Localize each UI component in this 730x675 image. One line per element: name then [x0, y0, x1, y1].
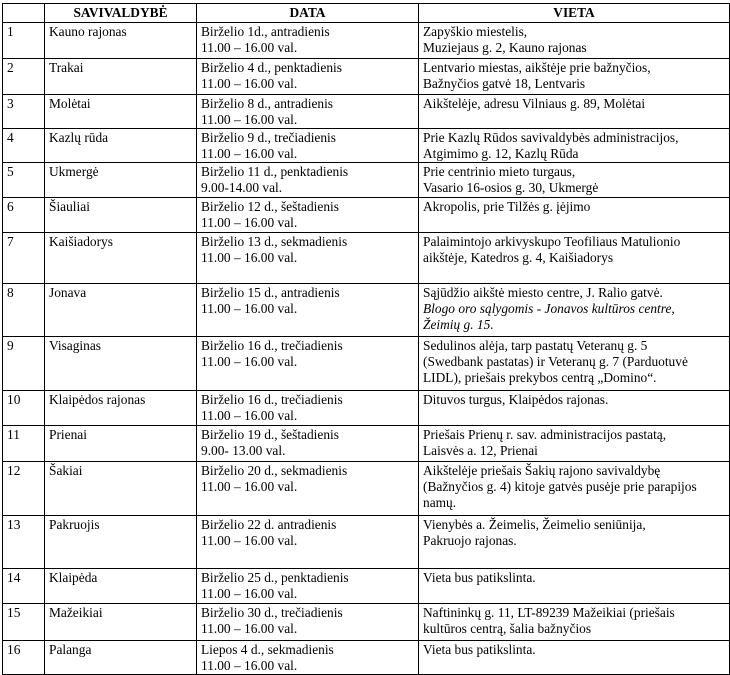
- date-cell: [197, 59, 419, 95]
- place-line: namų.: [423, 495, 457, 510]
- date-line: Birželio 25 d., penktadienis: [201, 570, 349, 585]
- date-line: Birželio 30 d., trečiadienis: [201, 605, 343, 620]
- header-nr: [3, 4, 45, 23]
- row-number: 12: [3, 462, 45, 516]
- row-number: 5: [3, 163, 45, 198]
- date-cell: [197, 641, 419, 675]
- table-row: [3, 198, 730, 233]
- place-cell: [419, 337, 730, 391]
- place-line: Sedulinos alėja, tarp pastatų Veteranų g. 5: [423, 338, 648, 353]
- place-cell: [419, 23, 730, 59]
- row-number: 4: [3, 129, 45, 163]
- date-cell: [197, 516, 419, 569]
- row-number: 11: [3, 426, 45, 462]
- place-line: Muziejaus g. 2, Kauno rajonas: [423, 40, 587, 55]
- date-line: Birželio 13 d., sekmadienis: [201, 234, 348, 249]
- place-line: (Bažnyčios g. 4) kitoje gatvės pusėje prie parapijos: [423, 479, 697, 494]
- place-cell: [419, 198, 730, 233]
- row-number: 6: [3, 198, 45, 233]
- time-line: 11.00 – 16.00 val.: [201, 250, 298, 265]
- row-number: 8: [3, 284, 45, 337]
- date-cell: [197, 604, 419, 641]
- date-line: Liepos 4 d., sekmadienis: [201, 642, 334, 657]
- municipality-cell: Palanga: [45, 641, 197, 675]
- municipality-cell: Mažeikiai: [45, 604, 197, 641]
- row-number: 13: [3, 516, 45, 569]
- municipality-cell: Šakiai: [45, 462, 197, 516]
- row-number: 14: [3, 569, 45, 604]
- time-line: 11.00 – 16.00 val.: [201, 621, 298, 636]
- date-cell: [197, 163, 419, 198]
- place-line: aikštėje, Katedros g. 4, Kaišiadorys: [423, 250, 614, 265]
- date-cell: [197, 233, 419, 284]
- time-line: 11.00 – 16.00 val.: [201, 479, 298, 494]
- date-line: Birželio 20 d., sekmadienis: [201, 463, 348, 478]
- place-line: Laisvės a. 12, Prienai: [423, 443, 538, 458]
- date-cell: [197, 337, 419, 391]
- place-line: Bažnyčios gatvė 18, Lentvaris: [423, 76, 586, 91]
- date-line: Birželio 16 d., trečiadienis: [201, 338, 343, 353]
- place-line: Lentvario miestas, aikštėje prie bažnyčios,: [423, 60, 651, 75]
- row-number: 9: [3, 337, 45, 391]
- place-line: Vieta bus patikslinta.: [423, 570, 536, 585]
- date-cell: [197, 284, 419, 337]
- row-number: 1: [3, 23, 45, 59]
- place-cell: [419, 284, 730, 337]
- place-cell: [419, 391, 730, 426]
- time-line: 9.00-14.00 val.: [201, 180, 283, 195]
- place-line: Aikštelėje priešais Šakių rajono savivaldybę: [423, 463, 661, 478]
- municipality-cell: Šiauliai: [45, 198, 197, 233]
- table-row: [3, 233, 730, 284]
- place-line: Aikštelėje, adresu Vilniaus g. 89, Molėtai: [423, 96, 646, 111]
- municipality-cell: Molėtai: [45, 95, 197, 129]
- table-row: [3, 337, 730, 391]
- header-date: DATA: [197, 4, 419, 23]
- place-line: Atgimimo g. 12, Kazlų Rūda: [423, 146, 579, 161]
- place-line: Zapyškio miestelis,: [423, 24, 528, 39]
- place-line-note: Blogo oro sąlygomis - Jonavos kultūros centre,: [423, 301, 675, 316]
- date-line: Birželio 16 d., trečiadienis: [201, 392, 343, 407]
- date-cell: [197, 462, 419, 516]
- place-line: Priešais Prienų r. sav. administracijos pastatą,: [423, 427, 667, 442]
- place-line: Pakruojo rajonas.: [423, 533, 517, 548]
- schedule-table: [2, 3, 730, 675]
- date-cell: [197, 569, 419, 604]
- table-row: [3, 391, 730, 426]
- date-cell: [197, 391, 419, 426]
- date-cell: [197, 23, 419, 59]
- place-line: Vieta bus patikslinta.: [423, 642, 536, 657]
- place-line: LIDL), priešais prekybos centrą „Domino“.: [423, 370, 657, 385]
- place-line-note: Žeimių g. 15.: [423, 317, 494, 332]
- header-row: [3, 4, 730, 23]
- table-row: [3, 284, 730, 337]
- place-cell: [419, 59, 730, 95]
- municipality-cell: Trakai: [45, 59, 197, 95]
- place-cell: [419, 129, 730, 163]
- place-cell: [419, 462, 730, 516]
- place-line: Vienybės a. Žeimelis, Žeimelio seniūnija,: [423, 517, 646, 532]
- municipality-cell: Ukmergė: [45, 163, 197, 198]
- date-line: Birželio 12 d., šeštadienis: [201, 199, 339, 214]
- place-cell: [419, 233, 730, 284]
- row-number: 16: [3, 641, 45, 675]
- place-cell: [419, 95, 730, 129]
- municipality-cell: Pakruojis: [45, 516, 197, 569]
- row-number: 15: [3, 604, 45, 641]
- time-line: 11.00 – 16.00 val.: [201, 146, 298, 161]
- place-line: Prie centrinio mieto turgaus,: [423, 164, 576, 179]
- place-line: Palaimintojo arkivyskupo Teofiliaus Matulionio: [423, 234, 681, 249]
- municipality-cell: Kazlų rūda: [45, 129, 197, 163]
- time-line: 11.00 – 16.00 val.: [201, 112, 298, 127]
- time-line: 11.00 – 16.00 val.: [201, 533, 298, 548]
- place-line: Sąjūdžio aikštė miesto centre, J. Ralio gatvė.: [423, 285, 663, 300]
- header-place: VIETA: [419, 4, 730, 23]
- table-row: [3, 426, 730, 462]
- date-cell: [197, 95, 419, 129]
- date-line: Birželio 11 d., penktadienis: [201, 164, 349, 179]
- table-row: [3, 95, 730, 129]
- place-line: Dituvos turgus, Klaipėdos rajonas.: [423, 392, 609, 407]
- place-cell: [419, 604, 730, 641]
- municipality-cell: Kauno rajonas: [45, 23, 197, 59]
- date-line: Birželio 4 d., penktadienis: [201, 60, 342, 75]
- place-line: Prie Kazlų Rūdos savivaldybės administracijos,: [423, 130, 679, 145]
- place-line: Naftininkų g. 11, LT-89239 Mažeikiai (priešais: [423, 605, 675, 620]
- date-cell: [197, 198, 419, 233]
- date-cell: [197, 426, 419, 462]
- municipality-cell: Jonava: [45, 284, 197, 337]
- time-line: 11.00 – 16.00 val.: [201, 215, 298, 230]
- place-cell: [419, 641, 730, 675]
- place-line: Vasario 16-osios g. 30, Ukmergė: [423, 180, 599, 195]
- municipality-cell: Klaipėda: [45, 569, 197, 604]
- place-line: kultūros centrą, šalia bažnyčios: [423, 621, 592, 636]
- municipality-cell: Prienai: [45, 426, 197, 462]
- time-line: 11.00 – 16.00 val.: [201, 301, 298, 316]
- date-line: Birželio 8 d., antradienis: [201, 96, 334, 111]
- place-cell: [419, 569, 730, 604]
- time-line: 11.00 – 16.00 val.: [201, 76, 298, 91]
- row-number: 7: [3, 233, 45, 284]
- municipality-cell: Visaginas: [45, 337, 197, 391]
- row-number: 2: [3, 59, 45, 95]
- table-row: [3, 462, 730, 516]
- date-line: Birželio 15 d., antradienis: [201, 285, 340, 300]
- time-line: 11.00 – 16.00 val.: [201, 408, 298, 423]
- table-row: [3, 569, 730, 604]
- date-cell: [197, 129, 419, 163]
- municipality-cell: Kaišiadorys: [45, 233, 197, 284]
- place-cell: [419, 163, 730, 198]
- table-row: [3, 641, 730, 675]
- municipality-cell: Klaipėdos rajonas: [45, 391, 197, 426]
- table-row: [3, 516, 730, 569]
- time-line: 11.00 – 16.00 val.: [201, 658, 298, 673]
- date-line: Birželio 1d., antradienis: [201, 24, 330, 39]
- header-municipality: SAVIVALDYBĖ: [45, 4, 197, 23]
- place-line: Akropolis, prie Tilžės g. įėjimo: [423, 199, 591, 214]
- date-line: Birželio 19 d., šeštadienis: [201, 427, 339, 442]
- place-cell: [419, 516, 730, 569]
- time-line: 11.00 – 16.00 val.: [201, 354, 298, 369]
- date-line: Birželio 22 d. antradienis: [201, 517, 337, 532]
- date-line: Birželio 9 d., trečiadienis: [201, 130, 336, 145]
- time-line: 11.00 – 16.00 val.: [201, 586, 298, 601]
- table-row: [3, 23, 730, 59]
- table-row: [3, 59, 730, 95]
- row-number: 3: [3, 95, 45, 129]
- time-line: 11.00 – 16.00 val.: [201, 40, 298, 55]
- place-cell: [419, 426, 730, 462]
- table-row: [3, 163, 730, 198]
- table-row: [3, 129, 730, 163]
- time-line: 9.00- 13.00 val.: [201, 443, 286, 458]
- row-number: 10: [3, 391, 45, 426]
- table-row: [3, 604, 730, 641]
- place-line: (Swedbank pastatas) ir Veteranų g. 7 (Parduotuvė: [423, 354, 688, 369]
